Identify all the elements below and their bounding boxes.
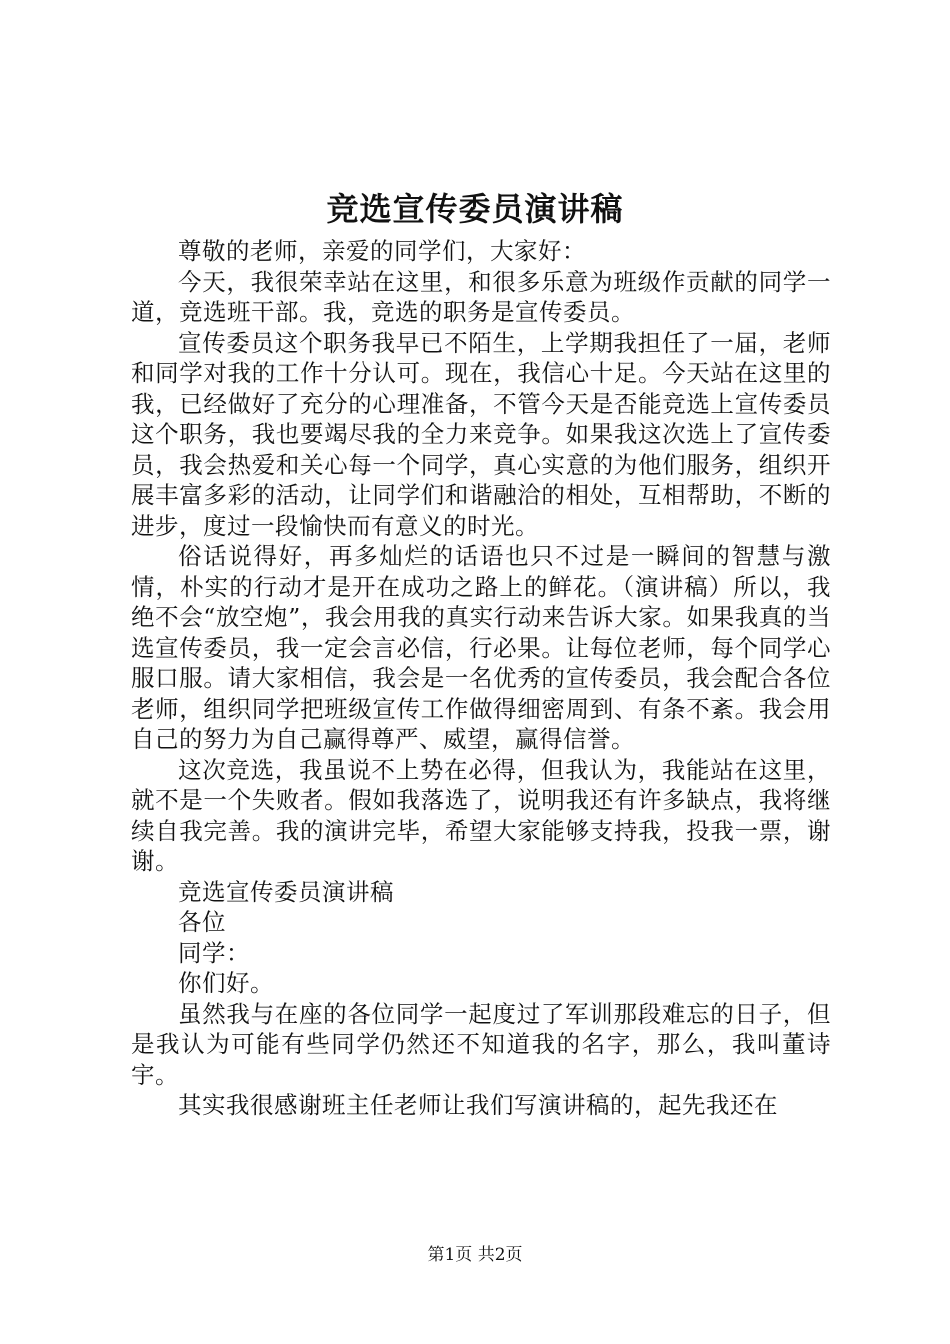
paragraph-greeting: 尊敬的老师，亲爱的同学们，大家好： bbox=[178, 237, 586, 265]
paragraph: 其实我很感谢班主任老师让我们写演讲稿的，起先我还在 bbox=[178, 1091, 778, 1119]
paragraph-second-title: 竞选宣传委员演讲稿 bbox=[178, 877, 394, 906]
document-body bbox=[131, 236, 831, 1121]
paragraph: 你们好。 bbox=[178, 969, 274, 997]
paragraph: 俗话说得好，再多灿烂的话语也只不过是一瞬间的智慧与激情，朴实的行动才是开在成功之路上的鲜花。（演讲稿）所以，我绝不会“放空炮”，我会用我的真实行动来告诉大家。如果我真的当选宣传委员，我一定会言必信，行必果。让每位老师，每个同学心服口服。请大家相信，我会是一名优秀的宣传委员，我会配合各位老师，组织同学把班级宣传工作做得细密周到、有条不紊。我会用自己的努力为自己赢得尊严、威望，赢得信誉。 bbox=[131, 542, 831, 753]
paragraph: 这次竞选，我虽说不上势在必得，但我认为，我能站在这里，就不是一个失败者。假如我落选了，说明我还有许多缺点，我将继续自我完善。我的演讲完毕，希望大家能够支持我，投我一票，谢谢。 bbox=[131, 755, 831, 875]
paragraph: 各位 bbox=[178, 908, 226, 936]
paragraph: 今天，我很荣幸站在这里，和很多乐意为班级作贡献的同学一道，竞选班干部。我，竞选的职务是宣传委员。 bbox=[131, 267, 831, 326]
paragraph: 虽然我与在座的各位同学一起度过了军训那段难忘的日子，但是我认为可能有些同学仍然还不知道我的名字，那么，我叫董诗宇。 bbox=[131, 999, 831, 1089]
paragraph: 同学： bbox=[178, 938, 250, 967]
paragraph: 宣传委员这个职务我早已不陌生，上学期我担任了一届，老师和同学对我的工作十分认可。现在，我信心十足。今天站在这里的我，已经做好了充分的心理准备，不管今天是否能竞选上宣传委员这个职务，我也要竭尽我的全力来竞争。如果我这次选上了宣传委员，我会热爱和关心每一个同学，真心实意的为他们服务，组织开展丰富多彩的活动，让同学们和谐融洽的相处，互相帮助，不断的进步，度过一段愉快而有意义的时光。 bbox=[131, 328, 831, 540]
document-title: 竞选宣传委员演讲稿 bbox=[326, 190, 624, 228]
page-footer: 第1页 共2页 bbox=[427, 1245, 523, 1265]
